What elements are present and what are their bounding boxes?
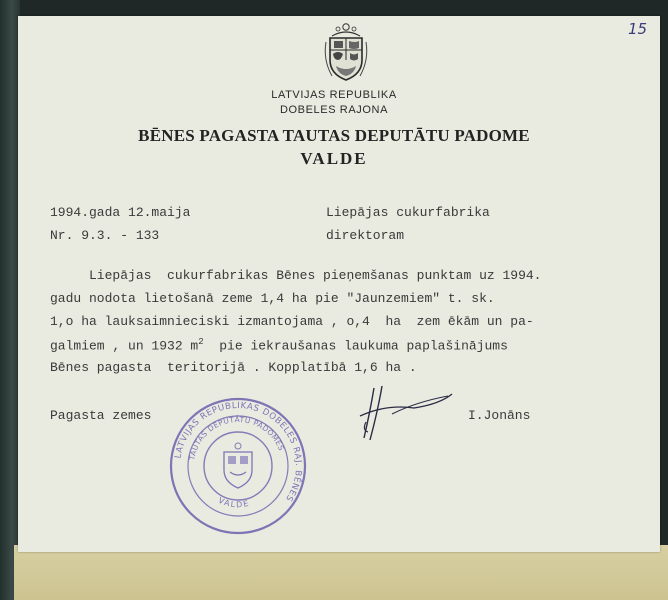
signatory-name: I.Jonāns (468, 408, 531, 423)
archive-page-number: 15 (628, 20, 648, 38)
under-page (14, 545, 668, 600)
svg-text:VALDE (217, 496, 251, 510)
addressee-line-1: Liepājas cukurfabrika (326, 205, 490, 220)
body-line-4 (50, 337, 508, 353)
stamp-inner-text: TAUTAS DEPUTĀTU PADOMES (187, 414, 287, 461)
body-line-2: gadu nodota lietošanā zeme 1,4 ha pie "Jaunzemiem" t. sk. (50, 291, 495, 306)
header-country: LATVIJAS REPUBLIKA (271, 89, 397, 101)
body-line-5: Bēnes pagasta teritorijā . Kopplatībā 1,6 ha . (50, 360, 417, 375)
header-council: BĒNES PAGASTA TAUTAS DEPUTĀTU PADOME (138, 126, 530, 145)
superscript-two: 2 (198, 337, 204, 347)
official-stamp (168, 396, 308, 536)
letter-date: 1994.gada 12.maija (50, 205, 191, 220)
header-district: DOBELES RAJONA (279, 104, 389, 116)
body-line-1: Liepājas cukurfabrikas Bēnes pieņemšanas punktam uz 1994. (50, 268, 542, 283)
stamp-outer-text: LATVIJAS REPUBLIKAS DOBELES RAJ. BĒNES (173, 400, 304, 504)
body-line-4-start: galmiem , un 1932 m (50, 338, 199, 354)
coat-of-arms-icon (322, 20, 370, 84)
body-line-4-end: pie iekraušanas laukuma paplašinājums (203, 338, 508, 354)
handwritten-signature (356, 382, 456, 444)
signature-label: Pagasta zemes (50, 408, 152, 423)
body-line-3: 1,o ha lauksaimnieciski izmantojama , o,4 ha zem ēkām un pa- (50, 314, 534, 329)
addressee-line-2: direktoram (326, 228, 405, 243)
letter-number: Nr. 9.3. - 133 (50, 228, 160, 243)
header-board: VALDE (300, 149, 368, 168)
stamp-bottom-text: VALDE (216, 495, 251, 510)
